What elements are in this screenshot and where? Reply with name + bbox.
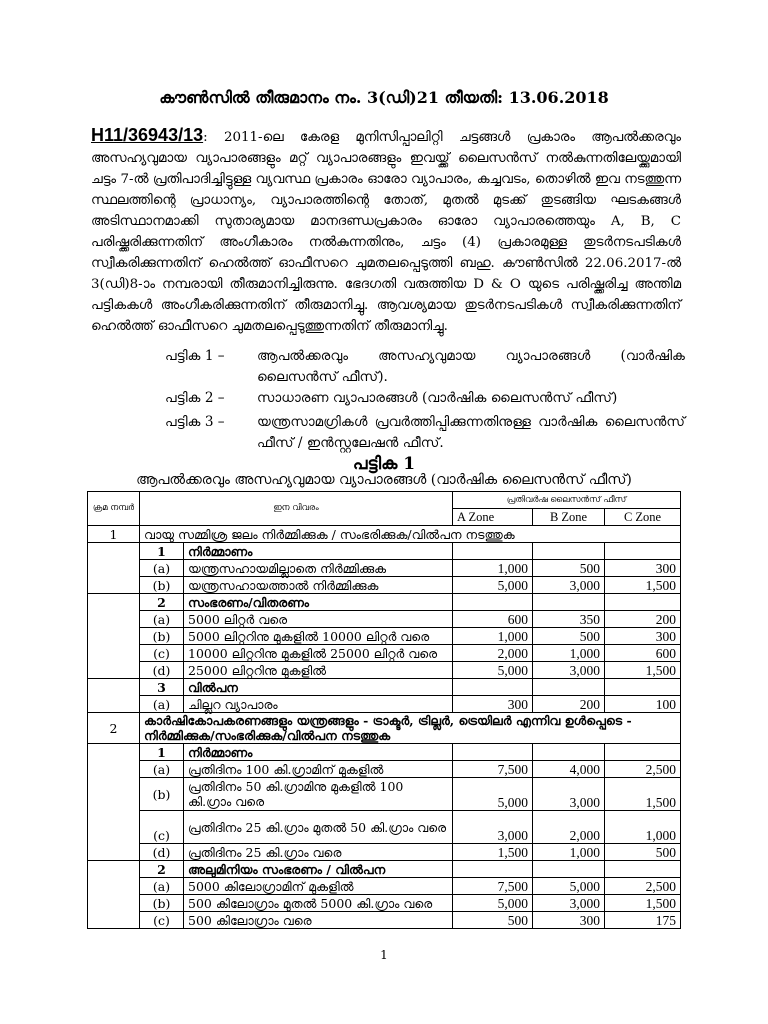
fee-zone-b: 1,000 <box>533 844 605 861</box>
fee-zone-c: 175 <box>605 912 681 929</box>
group-number: 2 <box>88 713 140 744</box>
subgroup-row <box>88 744 681 761</box>
fee-zone-b: 2,000 <box>533 811 605 844</box>
fee-zone-b: 500 <box>533 560 605 577</box>
table-row <box>88 662 681 679</box>
fee-zone-c: 500 <box>605 844 681 861</box>
table-row <box>88 645 681 662</box>
fee-zone-c: 1,500 <box>605 778 681 811</box>
group-title: കാർഷികോപകരണങ്ങളും യന്ത്രങ്ങളും - ട്രാക്ടർ, ട്രില്ലർ, ട്രെയിലർ എന്നിവ ഉൾപ്പെടെ - നിർമ്മിക്കുക/സംഭരിക്കുക/വിൽപന നടത്തുക <box>140 713 681 744</box>
fee-zone-a: 5,000 <box>453 895 533 912</box>
fee-zone-b: 4,000 <box>533 761 605 778</box>
table-row <box>88 560 681 577</box>
item-description: ചില്ലറ വ്യാപാരം <box>184 696 453 713</box>
fee-zone-c: 1,500 <box>605 577 681 594</box>
subgroup-row <box>88 679 681 696</box>
fee-zone-a: 7,500 <box>453 878 533 895</box>
item-description: 5000 കിലോഗ്രാമിന് മുകളിൽ <box>184 878 453 895</box>
fee-zone-c: 200 <box>605 611 681 628</box>
item-description: യന്ത്രസഹായമില്ലാതെ നിർമ്മിക്കുക <box>184 560 453 577</box>
subgroup-title: അലുമിനിയം സംഭരണം / വിൽപന <box>184 861 453 878</box>
subgroup-number: 1 <box>140 543 184 560</box>
item-description: 500 കിലോഗ്രാം വരെ <box>184 912 453 929</box>
fee-zone-b: 3,000 <box>533 778 605 811</box>
item-description: 25000 ലിറ്ററിനു മുകളിൽ <box>184 662 453 679</box>
item-code: (c) <box>140 811 184 844</box>
subgroup-title: വിൽപന <box>184 679 453 696</box>
fee-zone-b: 3,000 <box>533 577 605 594</box>
header-zone-a: A Zone <box>453 509 533 526</box>
subgroup-row <box>88 594 681 611</box>
table-row <box>88 696 681 713</box>
fee-zone-b: 5,000 <box>533 878 605 895</box>
header-annual-fee: പ്രതിവർഷ ലൈസൻസ് ഫീസ് <box>453 492 681 509</box>
group-row <box>88 526 681 543</box>
item-code: (d) <box>140 662 184 679</box>
subgroup-number: 2 <box>140 861 184 878</box>
fee-zone-a: 7,500 <box>453 761 533 778</box>
fee-zone-a: 5,000 <box>453 662 533 679</box>
item-code: (a) <box>140 761 184 778</box>
fee-zone-c: 1,000 <box>605 811 681 844</box>
schedule-list-item <box>165 346 685 388</box>
schedule-text: യന്ത്രസാമഗ്രികൾ പ്രവർത്തിപ്പിക്കുന്നതിനുള്ള വാർഷിക ലൈസൻസ് ഫീസ് / ഇൻസ്റ്റലേഷൻ ഫീസ്. <box>257 414 685 451</box>
group-number: 1 <box>88 526 140 543</box>
schedule-list-item <box>165 412 685 454</box>
schedule-label: പട്ടിക 2 – <box>165 390 225 406</box>
item-description: പ്രതിദിനം 50 കി.ഗ്രാമിനു മുകളിൽ 100 കി.ഗ്രാം വരെ <box>184 778 453 811</box>
item-code: (a) <box>140 696 184 713</box>
fee-zone-a: 2,000 <box>453 645 533 662</box>
fee-zone-c: 100 <box>605 696 681 713</box>
fee-zone-a: 500 <box>453 912 533 929</box>
table-row <box>88 778 681 811</box>
fee-zone-a: 3,000 <box>453 811 533 844</box>
fee-zone-c: 2,500 <box>605 878 681 895</box>
fee-zone-a: 5,000 <box>453 577 533 594</box>
schedule-list-item <box>165 388 685 409</box>
item-description: 5000 ലിറ്ററിനു മുകളിൽ 10000 ലിറ്റർ വരെ <box>184 628 453 645</box>
table-row <box>88 628 681 645</box>
header-serial-number: ക്രമ നമ്പർ <box>88 492 140 526</box>
table-row <box>88 811 681 844</box>
schedule-subtitle: ആപൽക്കരവും അസഹ്യവുമായ വ്യാപാരങ്ങൾ (വാർഷിക ലൈസൻസ് ഫീസ്) <box>136 472 632 488</box>
schedule-title: പട്ടിക 1 <box>352 454 416 474</box>
subgroup-title: സംഭരണം/വിതരണം <box>184 594 453 611</box>
item-description: പ്രതിദിനം 100 കി.ഗ്രാമിന് മുകളിൽ <box>184 761 453 778</box>
decision-paragraph <box>91 125 681 337</box>
item-code: (c) <box>140 912 184 929</box>
item-code: (a) <box>140 611 184 628</box>
table-header-row <box>88 492 681 509</box>
table-row <box>88 844 681 861</box>
fee-zone-b: 1,000 <box>533 645 605 662</box>
header-zone-c: C Zone <box>605 509 681 526</box>
file-reference: H11/36943/13 <box>91 125 204 145</box>
schedule-label: പട്ടിക 3 – <box>165 414 225 430</box>
header-zone-b: B Zone <box>533 509 605 526</box>
page-title: കൗൺസിൽ തീരുമാനം നം. 3(ഡി)21 തീയതി: 13.06.2018 <box>159 88 609 107</box>
subgroup-number: 2 <box>140 594 184 611</box>
item-code: (a) <box>140 878 184 895</box>
fee-zone-c: 1,500 <box>605 895 681 912</box>
fee-zone-a: 1,000 <box>453 628 533 645</box>
item-description: പ്രതിദിനം 25 കി.ഗ്രാം വരെ <box>184 844 453 861</box>
item-code: (d) <box>140 844 184 861</box>
fee-zone-c: 2,500 <box>605 761 681 778</box>
item-description: 10000 ലിറ്ററിനു മുകളിൽ 25000 ലിറ്റർ വരെ <box>184 645 453 662</box>
fee-zone-c: 300 <box>605 628 681 645</box>
table-row <box>88 577 681 594</box>
fee-zone-b: 350 <box>533 611 605 628</box>
fee-zone-c: 1,500 <box>605 662 681 679</box>
group-row <box>88 713 681 744</box>
fee-zone-b: 500 <box>533 628 605 645</box>
subgroup-title: നിർമ്മാണം <box>184 543 453 560</box>
item-description: യന്ത്രസഹായത്താൽ നിർമ്മിക്കുക <box>184 577 453 594</box>
item-code: (b) <box>140 628 184 645</box>
page-number: 1 <box>380 948 388 962</box>
fee-zone-a: 600 <box>453 611 533 628</box>
fee-zone-a: 1,500 <box>453 844 533 861</box>
fee-zone-b: 3,000 <box>533 662 605 679</box>
fee-zone-c: 300 <box>605 560 681 577</box>
header-item-description: ഇന വിവരം <box>140 492 453 526</box>
subgroup-row <box>88 543 681 560</box>
fee-zone-b: 300 <box>533 912 605 929</box>
group-title: വായു സമ്മിശ്ര ജലം നിർമ്മിക്കുക / സംഭരിക്കുക/വിൽപന നടത്തുക <box>140 526 681 543</box>
subgroup-number: 3 <box>140 679 184 696</box>
fee-zone-c: 600 <box>605 645 681 662</box>
item-code: (b) <box>140 895 184 912</box>
table-row <box>88 895 681 912</box>
fee-table <box>87 491 681 929</box>
table-row <box>88 611 681 628</box>
schedule-text: ആപൽക്കരവും അസഹ്യവുമായ വ്യാപാരങ്ങൾ (വാർഷിക ലൈസൻസ് ഫീസ്). <box>257 348 685 385</box>
item-description: 500 കിലോഗ്രാം മുതൽ 5000 കി.ഗ്രാം വരെ <box>184 895 453 912</box>
subgroup-row <box>88 861 681 878</box>
schedule-text: സാധാരണ വ്യാപാരങ്ങൾ (വാർഷിക ലൈസൻസ് ഫീസ്) <box>257 390 618 406</box>
fee-zone-a: 300 <box>453 696 533 713</box>
table-row <box>88 761 681 778</box>
item-code: (c) <box>140 645 184 662</box>
item-description: പ്രതിദിനം 25 കി.ഗ്രാം മുതൽ 50 കി.ഗ്രാം വരെ <box>184 811 453 844</box>
table-row <box>88 878 681 895</box>
item-code: (b) <box>140 778 184 811</box>
schedule-label: പട്ടിക 1 – <box>165 348 225 364</box>
fee-zone-b: 200 <box>533 696 605 713</box>
decision-text: : 2011-ലെ കേരള മുനിസിപ്പാലിറ്റി ചട്ടങ്ങൾ പ്രകാരം ആപൽക്കരവും അസഹ്യവുമായ വ്യാപാരങ്ങളും മറ്റ് വ്യാപാരങ്ങളും ഇവയ്ക്ക് ലൈസൻസ് നൽകുന്നതിലേയ്ക്കുമായി ചട്ടം 7-ൽ പ്രതിപാദിച്ചിട്ടുള്ള വ്യവസ്ഥ പ്രകാരം ഓരോ വ്യാപാരം, കച്ചവടം, തൊഴിൽ ഇവ നടത്തുന്ന സ്ഥലത്തിന്റെ പ്രാധാന്യം, വ്യാപാരത്തിന്റെ തോത്, മുതൽ മുടക്ക് തുടങ്ങിയ ഘടകങ്ങൾ അടിസ്ഥാനമാക്കി സുതാര്യമായ മാനദണ്ഡപ്രകാരം ഓരോ വ്യാപാരത്തെയും A, B, C പരിഷ്ക്കരിക്കുന്നതിന് അംഗീകാരം നൽകുന്നതിനും, ചട്ടം (4) പ്രകാരമുള്ള തുടർനടപടികൾ സ്വീകരിക്കുന്നതിന് ഹെൽത്ത് ഓഫീസറെ ചുമതലപ്പെടുത്തി ബഹു. കൗൺസിൽ 22.06.2017-ൽ 3(ഡി)8-ാം നമ്പരായി തീരുമാനിച്ചിരുന്നു. ഭേദഗതി വരുത്തിയ D & O യുടെ പരിഷ്ക്കരിച്ച അന്തിമ പട്ടികകൾ അംഗീകരിക്കുന്നതിന് തീരുമാനിച്ചു. ആവശ്യമായ തുടർനടപടികൾ സ്വീകരിക്കുന്നതിന് ഹെൽത്ത് ഓഫീസറെ ചുമതലപ്പെടുത്തുന്നതിന് തീരുമാനിച്ചു. <box>91 130 681 334</box>
fee-zone-b: 3,000 <box>533 895 605 912</box>
table-row <box>88 912 681 929</box>
subgroup-number: 1 <box>140 744 184 761</box>
subgroup-title: നിർമ്മാണം <box>184 744 453 761</box>
item-description: 5000 ലിറ്റർ വരെ <box>184 611 453 628</box>
item-code: (b) <box>140 577 184 594</box>
fee-zone-a: 1,000 <box>453 560 533 577</box>
item-code: (a) <box>140 560 184 577</box>
fee-zone-a: 5,000 <box>453 778 533 811</box>
